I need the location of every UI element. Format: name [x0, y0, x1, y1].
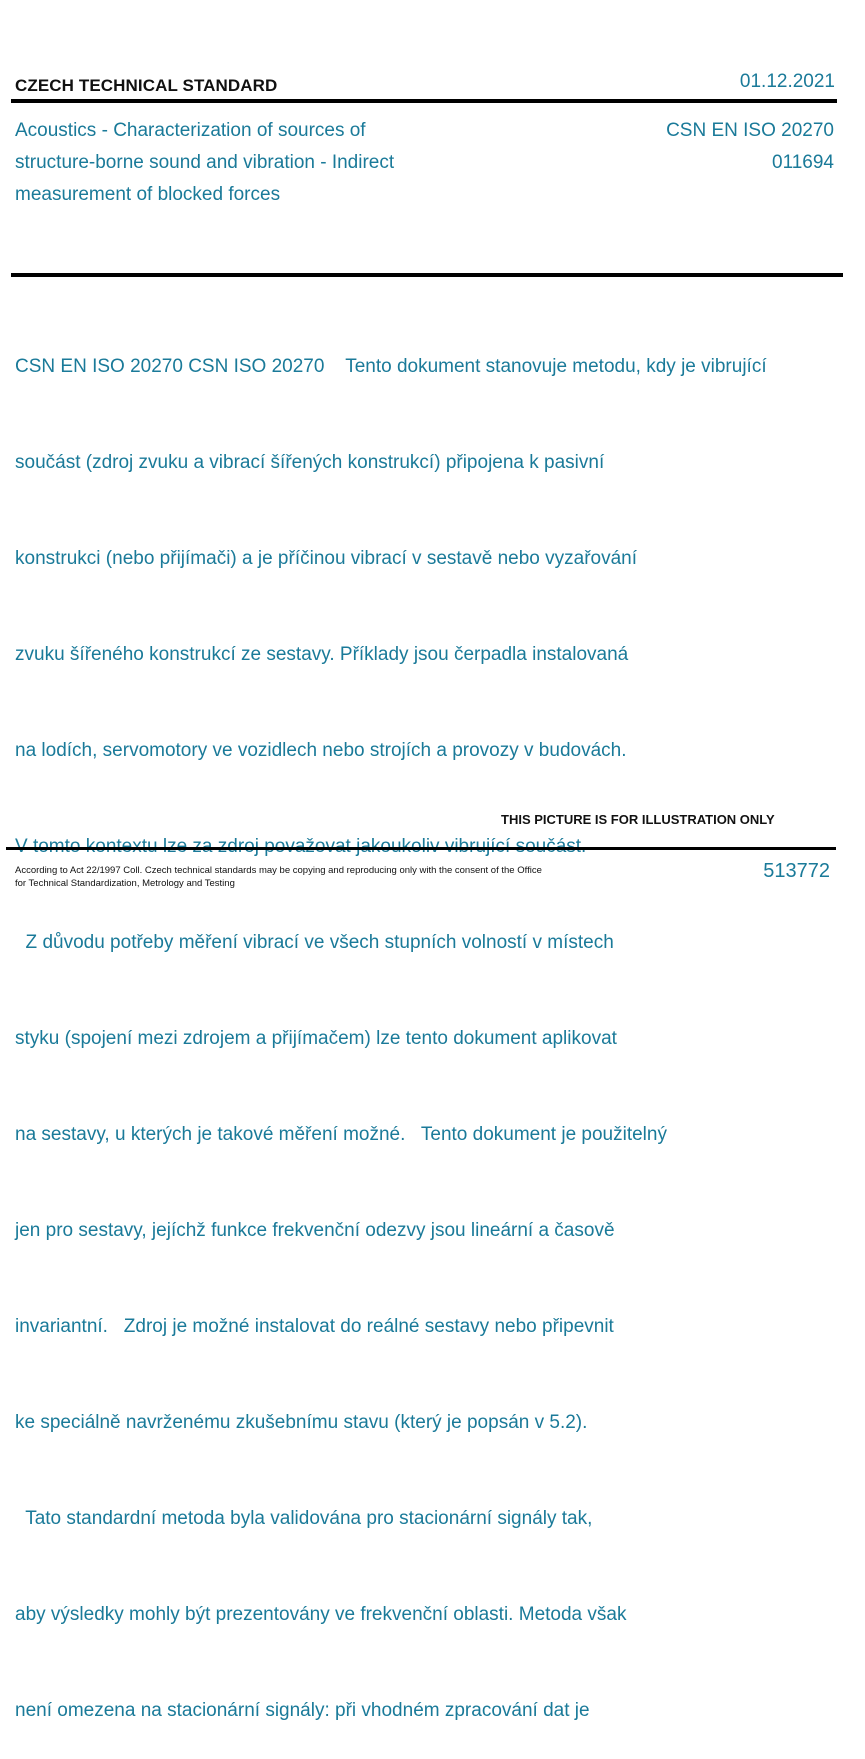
- catalog-number: 011694: [772, 152, 834, 173]
- document-title: [15, 115, 495, 211]
- body-line: konstrukci (nebo přijímači) a je příčinou vibrací v sestavě nebo vyzařování: [15, 548, 637, 569]
- body-line: ke speciálně navrženému zkušebnímu stavu (který je popsán v 5.2).: [15, 1412, 588, 1433]
- legal-notice: [15, 864, 615, 890]
- publication-date: 01.12.2021: [739, 71, 835, 92]
- header-divider: [11, 99, 837, 103]
- title-line: structure-borne sound and vibration - Indirect: [15, 152, 395, 173]
- body-line: součást (zdroj zvuku a vibrací šířených konstrukcí) připojena k pasivní: [15, 452, 605, 473]
- standard-label: CZECH TECHNICAL STANDARD: [15, 76, 278, 95]
- body-line: Z důvodu potřeby měření vibrací ve všech stupních volností v místech: [15, 932, 614, 953]
- body-line: styku (spojení mezi zdrojem a přijímačem) lze tento dokument aplikovat: [15, 1028, 617, 1049]
- body-line: CSN EN ISO 20270 CSN ISO 20270 Tento dokument stanovuje metodu, kdy je vibrující: [15, 356, 767, 377]
- title-line: measurement of blocked forces: [15, 184, 281, 205]
- title-divider: [11, 273, 843, 277]
- standard-code: CSN EN ISO 20270: [666, 120, 834, 141]
- document-code-block: [666, 115, 834, 179]
- legal-line: According to Act 22/1997 Coll. Czech technical standards may be copying and reproducing only with the consent of the Office: [15, 865, 542, 876]
- illustration-notice: THIS PICTURE IS FOR ILLUSTRATION ONLY: [501, 812, 775, 827]
- footer-number: 513772: [763, 860, 830, 882]
- body-line: zvuku šířeného konstrukcí ze sestavy. Příklady jsou čerpadla instalovaná: [15, 644, 629, 665]
- body-line: na sestavy, u kterých je takové měření možné. Tento dokument je použitelný: [15, 1124, 667, 1145]
- body-line: aby výsledky mohly být prezentovány ve frekvenční oblasti. Metoda však: [15, 1604, 627, 1625]
- body-line: není omezena na stacionární signály: při vhodném zpracování dat je: [15, 1700, 590, 1721]
- body-line: invariantní. Zdroj je možné instalovat do reálné sestavy nebo připevnit: [15, 1316, 614, 1337]
- body-line: na lodích, servomotory ve vozidlech nebo strojích a provozy v budovách.: [15, 740, 627, 761]
- title-line: Acoustics - Characterization of sources of: [15, 120, 366, 141]
- abstract-text: [15, 287, 865, 1759]
- legal-line: for Technical Standardization, Metrology and Testing: [15, 878, 235, 889]
- body-line: jen pro sestavy, jejíchž funkce frekvenční odezvy jsou lineární a časově: [15, 1220, 615, 1241]
- footer-divider: [6, 847, 836, 850]
- body-line: Tato standardní metoda byla validována pro stacionární signály tak,: [15, 1508, 593, 1529]
